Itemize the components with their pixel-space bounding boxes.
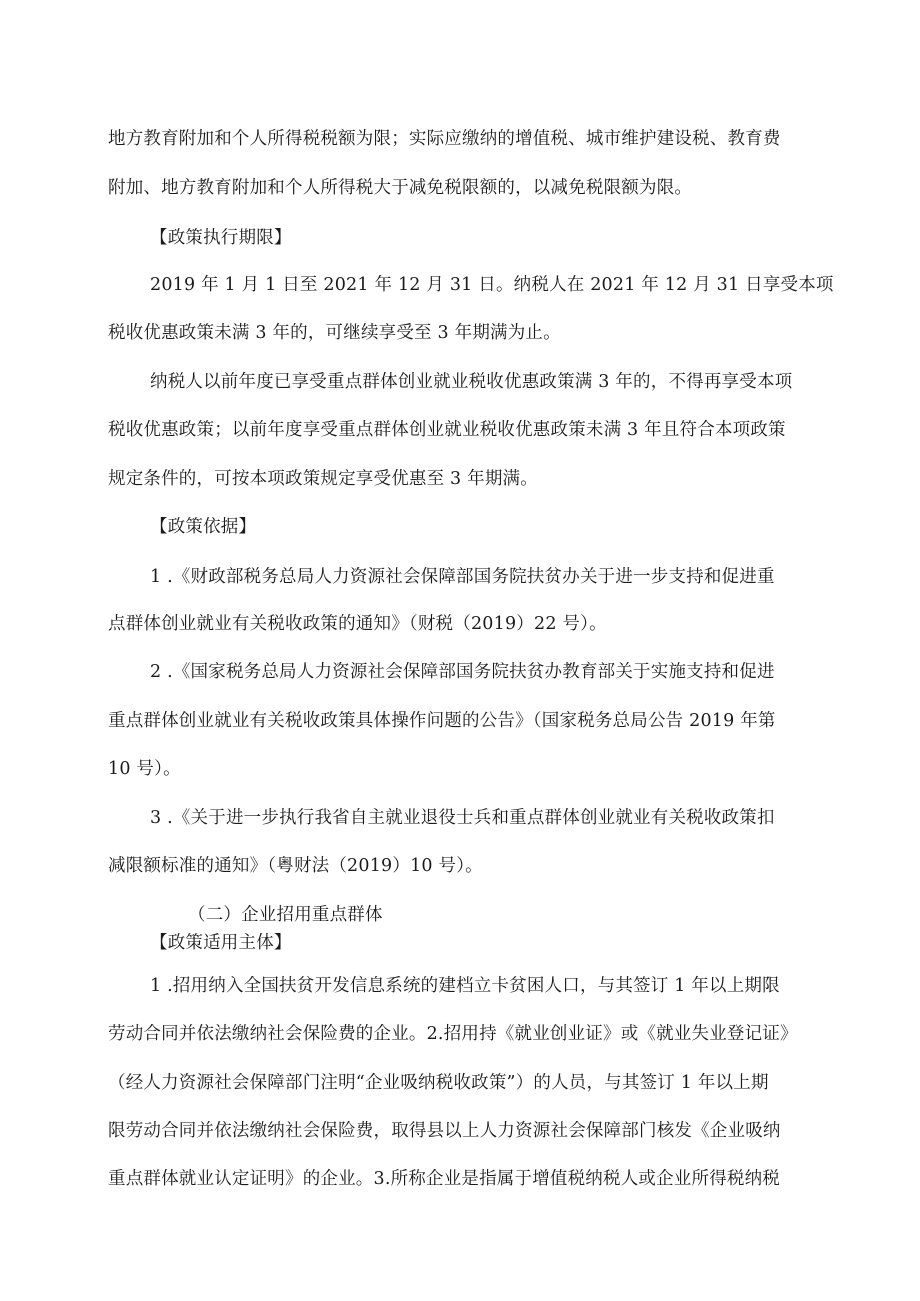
paragraph-line: 地方教育附加和个人所得税税额为限；实际应缴纳的增值税、城市维护建设税、教育费 xyxy=(108,129,781,149)
paragraph-line: 减限额标准的通知》（粤财法（2019）10 号）。 xyxy=(108,856,483,876)
paragraph-line: 限劳动合同并依法缴纳社会保险费，取得县以上人力资源社会保障部门核发《企业吸纳 xyxy=(108,1121,781,1141)
paragraph-line: 2019 年 1 月 1 日至 2021 年 12 月 31 日。纳税人在 2021 年 12 月 31 日享受本项 xyxy=(150,275,834,295)
paragraph-line: 劳动合同并依法缴纳社会保险费的企业。2.招用持《就业创业证》或《就业失业登记证》 xyxy=(108,1024,798,1044)
paragraph-line: 1 .招用纳入全国扶贫开发信息系统的建档立卡贫困人口，与其签订 1 年以上期限 xyxy=(150,976,780,996)
paragraph-line: 3 .《关于进一步执行我省自主就业退役士兵和重点群体创业就业有关税收政策扣 xyxy=(150,808,775,828)
section-heading-execution-period: 【政策执行期限】 xyxy=(150,228,292,248)
paragraph-line: 附加、地方教育附加和个人所得税大于减免税限额的，以减免税限额为限。 xyxy=(108,178,693,198)
subsection-title: （二）企业招用重点群体 xyxy=(188,905,383,925)
section-heading-applicable-subjects: 【政策适用主体】 xyxy=(150,933,292,953)
paragraph-line: 10 号）。 xyxy=(108,759,181,779)
paragraph-line: 税收优惠政策未满 3 年的，可继续享受至 3 年期满为止。 xyxy=(108,323,561,343)
paragraph-line: 重点群体就业认定证明》的企业。3.所称企业是指属于增值税纳税人或企业所得税纳税 xyxy=(108,1169,780,1189)
paragraph-line: 1 .《财政部税务总局人力资源社会保障部国务院扶贫办关于进一步支持和促进重 xyxy=(150,567,775,587)
section-heading-policy-basis: 【政策依据】 xyxy=(150,517,257,537)
paragraph-line: 税收优惠政策；以前年度享受重点群体创业就业税收优惠政策未满 3 年且符合本项政策 xyxy=(108,420,786,440)
paragraph-line: 2 .《国家税务总局人力资源社会保障部国务院扶贫办教育部关于实施支持和促进 xyxy=(150,662,775,682)
paragraph-line: 规定条件的，可按本项政策规定享受优惠至 3 年期满。 xyxy=(108,469,538,489)
paragraph-line: 纳税人以前年度已享受重点群体创业就业税收优惠政策满 3 年的，不得再享受本项 xyxy=(150,372,793,392)
paragraph-line: 重点群体创业就业有关税收政策具体操作问题的公告》（国家税务总局公告 2019 年第 xyxy=(108,711,776,731)
paragraph-line: 点群体创业就业有关税收政策的通知》（财税（2019）22 号）。 xyxy=(108,614,607,634)
paragraph-line: （经人力资源社会保障部门注明“企业吸纳税收政策”）的人员，与其签订 1 年以上期 xyxy=(108,1073,769,1093)
